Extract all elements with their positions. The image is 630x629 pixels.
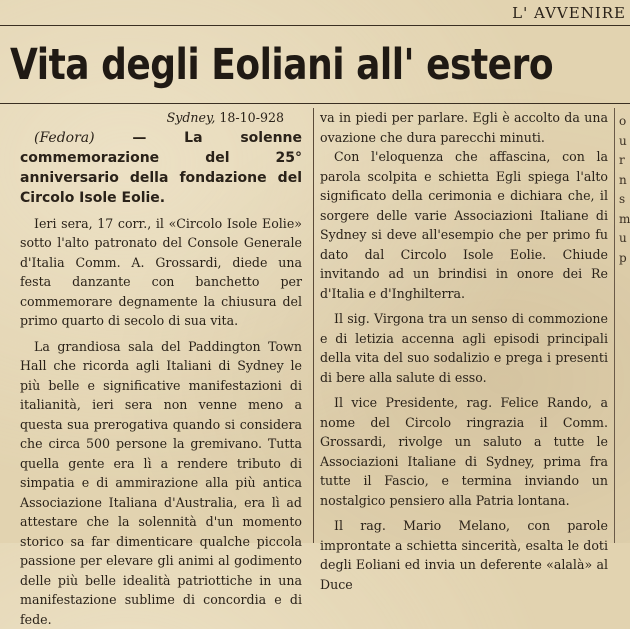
edge-fragment: u <box>619 132 630 152</box>
headline-rule <box>0 103 630 104</box>
left-paragraph-2: La grandiosa sala del Paddington Town Hall che ricorda agli Italiani di Sydney le più belle e significative manifestazioni di italianità, ieri sera non venne meno a questa sua prerogativa quando si considera che circa 500 persone la gremivano. Tutta quella gente era lì a rendere tributo di simpatia e di ammirazione alla più antica Associazione Italiana d'Australia, era lì ad attestare che la solennità d'un momento storico sa far dimenticare qualche piccola passione per elevare gli animi al godimento delle più belle idealità patriottiche in una manifestazione sublime di concordia e di fede. <box>20 337 302 629</box>
column-divider <box>313 108 314 543</box>
left-column <box>20 108 302 629</box>
edge-fragment: u <box>619 229 630 249</box>
edge-fragment: o <box>619 112 630 132</box>
edge-fragment: s <box>619 190 630 210</box>
right-paragraph-continued: va in piedi per parlare. Egli è accolto da una ovazione che dura parecchi minuti. <box>320 108 608 147</box>
subheading-text: — La solenne commemorazione del 25° anniversario della fondazione del Circolo Isole Eolie. <box>20 130 302 206</box>
subheading-source: (Fedora) <box>34 130 95 146</box>
article-subheading <box>20 128 302 208</box>
adjacent-column-fragments <box>619 112 630 268</box>
left-paragraph-1: Ieri sera, 17 corr., il «Circolo Isole Eolie» sotto l'alto patronato del Console Generale d'Italia Comm. A. Grossardi, diede una festa danzante con banchetto per commemorare degnamente la chiusura del primo quarto di secolo di sua vita. <box>20 214 302 331</box>
right-paragraph-1: Con l'eloquenza che affascina, con la parola scolpita e schietta Egli spiega l'alto significato della cerimonia e dichiara che, il sorgere delle varie Associazioni Italiane di Sydney si deve all'esempio che per primo fu dato dal Circolo Isole Eolie. Chiude invitando ad un brindisi in onore dei Re d'Italia e d'Inghilterra. <box>320 147 608 303</box>
newspaper-masthead: L' AVVENIRE <box>512 4 626 22</box>
right-paragraph-3: Il vice Presidente, rag. Felice Rando, a nome del Circolo ringrazia il Comm. Grossardi, rivolge un saluto a tutte le Associazioni Italiane di Sydney, prima fra tutte il Fascio, e termina inviando un nostalgico pensiero alla Patria lontana. <box>320 393 608 510</box>
edge-fragment: p <box>619 249 630 269</box>
right-column <box>320 108 608 594</box>
right-paragraph-2: Il sig. Virgona tra un senso di commozione e di letizia accenna agli episodi principali della vita del suo sodalizio e prega i presenti di bere alla salute di esso. <box>320 309 608 387</box>
masthead-rule <box>0 25 630 26</box>
edge-fragment: n <box>619 171 630 191</box>
dateline <box>20 108 302 128</box>
dateline-place: Sydney, <box>167 110 216 125</box>
dateline-date: 18-10-928 <box>215 110 284 125</box>
article-headline: Vita degli Eoliani all' estero <box>10 42 600 89</box>
edge-fragment: m <box>619 210 630 230</box>
right-edge-divider <box>614 108 615 543</box>
edge-fragment: r <box>619 151 630 171</box>
right-paragraph-4: Il rag. Mario Melano, con parole improntate a schietta sincerità, esalta le doti degli Eoliani ed invia un deferente «alalà» al Duce <box>320 516 608 594</box>
